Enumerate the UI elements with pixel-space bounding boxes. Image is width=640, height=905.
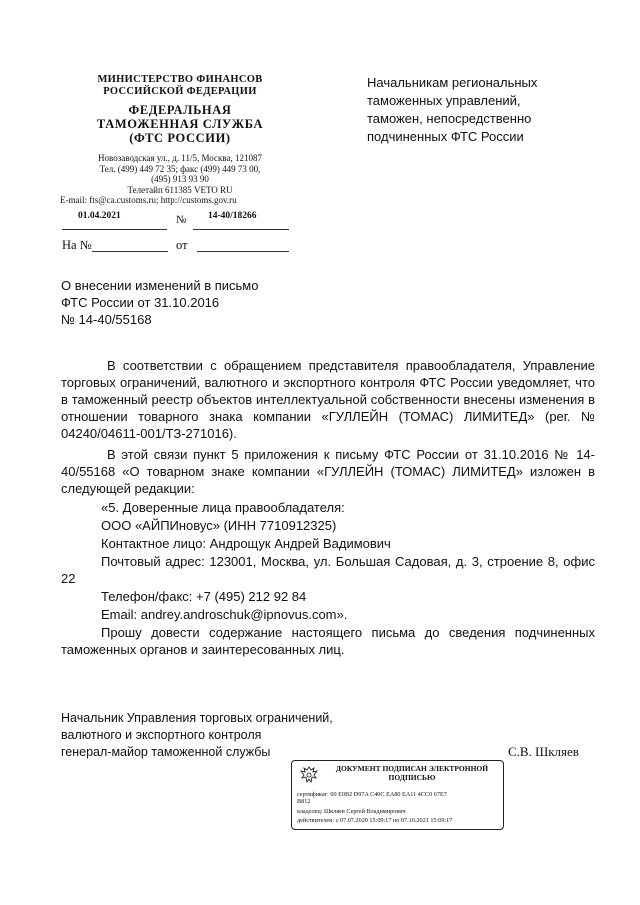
coat-of-arms-icon <box>298 765 320 785</box>
addressee-line-1: Начальникам региональных <box>367 75 538 90</box>
letterhead-address <box>60 153 300 206</box>
ministry-line-1: МИНИСТЕРСТВО ФИНАНСОВ <box>97 74 263 85</box>
address-line-3: (495) 913 93 90 <box>151 174 209 184</box>
signature-title-line-1: Начальник Управления торговых ограничений, <box>61 711 333 725</box>
address-line-2: Тел. (499) 449 72 35; факс (499) 449 73 00, <box>99 163 261 174</box>
e-signature-validity: действителен: с 07.07.2020 15:09:17 по 07.10.2021 15:09:17 <box>297 817 453 824</box>
e-signature-header <box>326 765 498 782</box>
ministry-line-2: РОССИЙСКОЙ ФЕДЕРАЦИИ <box>103 86 257 97</box>
address-line-1: Новозаводская ул., д. 11/5, Москва, 121087 <box>98 153 262 163</box>
registration-number-underline <box>193 229 289 230</box>
registration-number: 14-40/18266 <box>208 211 257 221</box>
service-line-3: (ФТС РОССИИ) <box>129 131 231 145</box>
signature-title-line-2: валютного и экспортного контроля <box>61 728 262 742</box>
addressee-line-2: таможенных управлений, <box>367 93 521 108</box>
e-signature-header-line-2: ПОДПИСЬЮ <box>388 772 436 782</box>
e-signature-certificate: сертификат: 00 E0B2 D97A C40C EA80 EA11 4CC0 67E7 <box>297 791 447 798</box>
registration-date: 01.04.2021 <box>78 211 121 221</box>
registration-number-sign: № <box>176 214 187 226</box>
reference-date-underline <box>197 251 289 252</box>
body-paragraph-1: В соответствии с обращением представителя правообладателя, Управление торговых ограничений, валютного и экспортного контроля ФТС России уведомляет, что в таможенный реестр объектов интеллектуальной собственности внесены изменения в отношении товарного знака компании «ГУЛЛЕЙН (ТОМАС) ЛИМИТЕД» (рег. № 04240/04611-001/ТЗ-271016). <box>61 358 595 441</box>
e-signature-owner: владелец: Шкляев Сергей Владимирович <box>297 808 406 815</box>
letterhead-service <box>60 103 300 145</box>
postal-address: Почтовый адрес: 123001, Москва, ул. Большая Садовая, д. 3, строение 8, офис 22 <box>61 554 595 586</box>
service-line-2: ТАМОЖЕННАЯ СЛУЖБА <box>96 117 264 131</box>
subject-line-2: ФТС России от 31.10.2016 <box>61 295 220 310</box>
address-line-5: E-mail: fts@ca.customs.ru; http://customs.gov.ru <box>60 195 237 205</box>
reference-from-label: от <box>176 238 188 252</box>
addressee-line-3: таможен, непосредственно <box>367 111 532 126</box>
trusted-company: ООО «АЙПИновус» (ИНН 7710912325) <box>101 518 337 533</box>
body-paragraph-2: В этой связи пункт 5 приложения к письму ФТС России от 31.10.2016 № 14-40/55168 «О товарном знаке компании «ГУЛЛЕЙН (ТОМАС) ЛИМИТЕД» изложен в следующей редакции: <box>61 447 595 496</box>
signature-block <box>61 710 361 761</box>
e-signature-header-line-1: ДОКУМЕНТ ПОДПИСАН ЭЛЕКТРОННОЙ <box>335 764 489 773</box>
address-line-4: Телетайп 611385 VETO RU <box>127 184 233 195</box>
body-paragraph-3: Прошу довести содержание настоящего письма до сведения подчиненных таможенных органов и заинтересованных лиц. <box>61 625 595 657</box>
service-line-1: ФЕДЕРАЛЬНАЯ <box>128 103 232 117</box>
subject-line-3: № 14-40/55168 <box>61 312 152 327</box>
subject-line-1: О внесении изменений в письмо <box>61 278 259 293</box>
item-heading: «5. Доверенные лица правообладателя: <box>101 500 345 515</box>
reference-label: На № <box>62 238 92 252</box>
e-signature-stamp <box>291 760 504 830</box>
addressee-block <box>367 74 607 146</box>
e-signature-certificate-cont: B812 <box>297 798 311 805</box>
email-line: Email: andrey.androschuk@ipnovus.com». <box>101 607 348 622</box>
letterhead-ministry <box>60 74 300 98</box>
addressee-line-4: подчиненных ФТС России <box>367 129 524 144</box>
registration-date-underline <box>62 229 167 230</box>
contact-person: Контактное лицо: Андрощук Андрей Вадимович <box>101 536 391 551</box>
reference-number-underline <box>92 251 168 252</box>
phone-fax: Телефон/факс: +7 (495) 212 92 84 <box>101 589 307 604</box>
signature-title-line-3: генерал-майор таможенной службы <box>61 745 271 759</box>
signatory-name: С.В. Шкляев <box>508 744 579 759</box>
subject-block <box>61 277 321 328</box>
